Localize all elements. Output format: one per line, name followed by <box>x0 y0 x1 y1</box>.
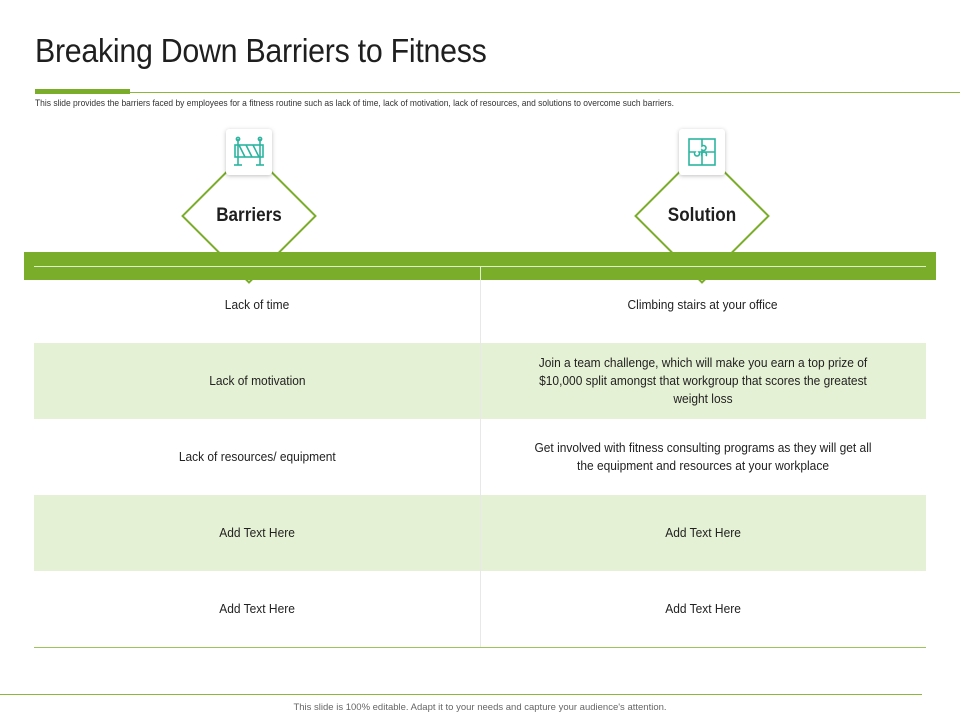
barriers-heading: Barriers <box>216 205 282 226</box>
barriers-icon-box <box>226 129 272 175</box>
barrier-cell: Lack of motivation <box>208 373 306 388</box>
footer-note: This slide is 100% editable. Adapt it to your needs and capture your audience's attention. <box>293 702 667 713</box>
table-bottom-border <box>34 647 926 648</box>
barrier-cell: Lack of resources/ equipment <box>178 449 336 464</box>
solution-cell: Get involved with fitness consulting programs as they will get all the equipment and resources at your workplace <box>534 440 872 473</box>
solution-cell: Add Text Here <box>665 525 741 540</box>
title-underline <box>35 92 960 93</box>
page-title: Breaking Down Barriers to Fitness <box>35 32 487 69</box>
solution-icon-box <box>679 129 725 175</box>
solution-cell: Join a team challenge, which will make you earn a top prize of $10,000 split amongst that workgroup that scores the greatest weight loss <box>538 355 868 406</box>
page-subtitle: This slide provides the barriers faced by employees for a fitness routine such as lack of time, lack of motivation, lack of resources, and solutions to overcome such barriers. <box>35 98 674 108</box>
barrier-icon <box>232 136 266 168</box>
footer-divider <box>0 694 922 695</box>
solution-heading: Solution <box>667 205 737 226</box>
column-separator <box>480 280 481 647</box>
barrier-cell: Add Text Here <box>219 525 295 540</box>
puzzle-icon <box>686 136 718 168</box>
title-accent-bar <box>35 89 130 94</box>
solution-cell: Add Text Here <box>665 601 741 616</box>
barrier-cell: Lack of time <box>224 297 290 312</box>
table-header-separator <box>480 266 481 280</box>
solution-cell: Climbing stairs at your office <box>627 297 778 312</box>
barrier-cell: Add Text Here <box>219 601 295 616</box>
